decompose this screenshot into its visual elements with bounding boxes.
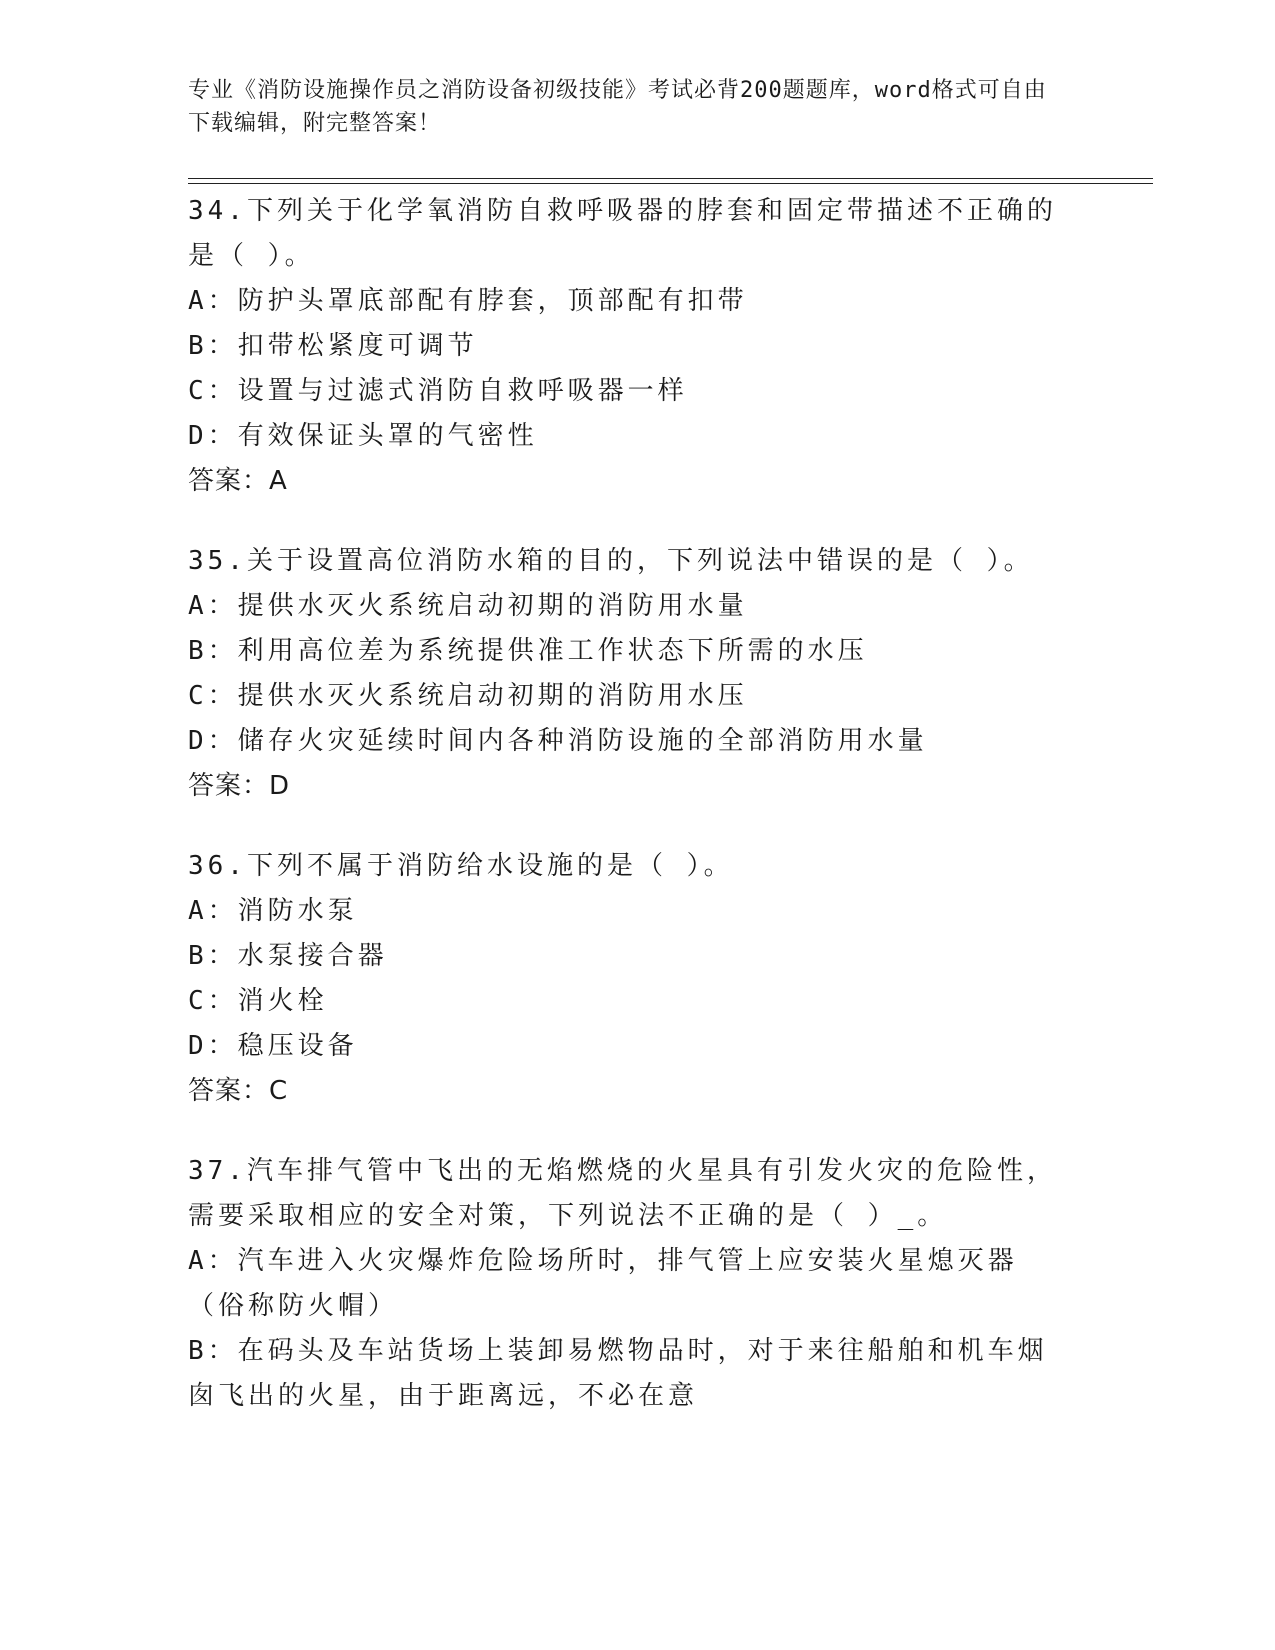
answer: 答案：A [188, 466, 288, 496]
question-37 [188, 1149, 1068, 1419]
option-d: D：有效保证头罩的气密性 [188, 421, 538, 451]
question-stem: 35.关于设置高位消防水箱的目的，下列说法中错误的是（ ）。 [188, 546, 1034, 576]
question-35 [188, 539, 1068, 809]
document-header: 专业《消防设施操作员之消防设备初级技能》考试必背200题题库，word格式可自由下载编辑，附完整答案！ [188, 78, 1047, 136]
option-a: A：提供水灭火系统启动初期的消防用水量 [188, 591, 748, 621]
question-34 [188, 189, 1068, 504]
option-b: B：扣带松紧度可调节 [188, 331, 478, 361]
header-divider-top [188, 178, 1153, 179]
option-b: B：在码头及车站货场上装卸易燃物品时，对于来往船舶和机车烟囱飞出的火星，由于距离远，不必在意 [188, 1336, 1048, 1411]
question-stem: 37.汽车排气管中飞出的无焰燃烧的火星具有引发火灾的危险性，需要采取相应的安全对策，下列说法不正确的是（ ）_。 [188, 1156, 1057, 1231]
question-list [188, 189, 1068, 1454]
answer: 答案：D [188, 771, 291, 801]
option-d: D：稳压设备 [188, 1031, 358, 1061]
question-stem: 34.下列关于化学氧消防自救呼吸器的脖套和固定带描述不正确的是（ ）。 [188, 196, 1057, 271]
option-c: C：提供水灭火系统启动初期的消防用水压 [188, 681, 748, 711]
header-divider-bottom [188, 183, 1153, 184]
option-c: C：设置与过滤式消防自救呼吸器一样 [188, 376, 688, 406]
question-36 [188, 844, 1068, 1114]
option-a: A：消防水泵 [188, 896, 358, 926]
option-d: D：储存火灾延续时间内各种消防设施的全部消防用水量 [188, 726, 928, 756]
option-b: B：利用高位差为系统提供准工作状态下所需的水压 [188, 636, 868, 666]
option-a: A：汽车进入火灾爆炸危险场所时，排气管上应安装火星熄灭器（俗称防火帽） [188, 1246, 1018, 1321]
question-stem: 36.下列不属于消防给水设施的是（ ）。 [188, 851, 734, 881]
option-a: A：防护头罩底部配有脖套，顶部配有扣带 [188, 286, 748, 316]
option-c: C：消火栓 [188, 986, 328, 1016]
option-b: B：水泵接合器 [188, 941, 388, 971]
answer: 答案：C [188, 1076, 289, 1106]
